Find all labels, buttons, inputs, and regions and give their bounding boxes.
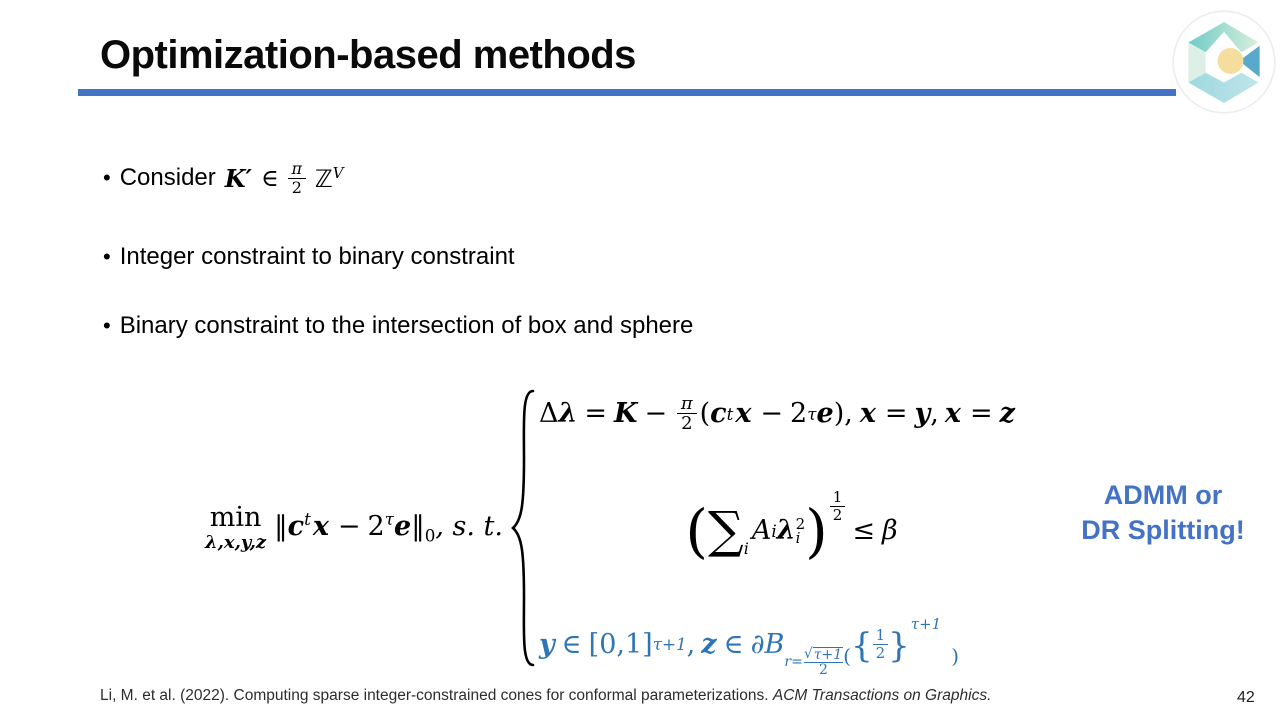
radius-numerator — [804, 647, 843, 662]
curly-open: { — [850, 625, 873, 666]
title-underline — [78, 89, 1176, 96]
constraint-2 — [539, 488, 1044, 565]
interval-exponent: τ+1 — [652, 634, 687, 655]
element-of-symbol: ∈ — [561, 628, 582, 660]
x-vector: x — [735, 398, 752, 430]
radius-equals: r= — [784, 654, 803, 671]
sqrt-symbol: √ — [803, 646, 813, 663]
a-coefficient: A — [751, 515, 772, 547]
objective-expression — [205, 501, 503, 553]
x-vector: x — [312, 511, 329, 543]
element-of-symbol: ∈ — [723, 628, 744, 660]
min-subscript: λ,x,y,z — [205, 531, 267, 553]
summation-index: i — [743, 539, 749, 559]
k-prime-symbol: K′ — [224, 163, 252, 193]
citation-text: Li, M. et al. (2022). Computing sparse integer-constrained cones for conformal parameterizations. — [100, 687, 773, 704]
lab-logo — [1170, 8, 1278, 116]
summation-symbol: ∑ — [707, 501, 744, 560]
delta-symbol: Δ — [538, 398, 559, 430]
a-subscript: i — [771, 520, 777, 541]
e-vector: e — [394, 511, 412, 543]
exponent-denominator: 2 — [830, 506, 846, 524]
paren-open: ( — [699, 398, 711, 430]
pi-symbol: π — [680, 392, 693, 414]
equals-sign: = — [584, 398, 608, 430]
zero-subscript: 0 — [424, 525, 436, 546]
optimization-formula — [205, 385, 1044, 679]
half-numerator: 1 — [875, 626, 886, 645]
lambda-squared: 2 — [795, 514, 806, 533]
pi-over-2-fraction — [677, 394, 696, 435]
bullet3-text: Binary constraint to the intersection of box and sphere — [119, 312, 694, 339]
big-paren-close: ) — [805, 496, 828, 565]
citation — [100, 687, 991, 705]
norm-close: ‖ — [411, 511, 425, 543]
t-superscript: t — [304, 509, 311, 530]
c-vector: c — [710, 398, 727, 430]
boundary-ball-symbol: ∂B — [750, 628, 785, 660]
half-denominator: 2 — [873, 644, 889, 662]
tau-superscript: τ — [384, 509, 394, 530]
constraints — [538, 392, 1044, 679]
hexagon-logo-icon — [1170, 8, 1278, 116]
x-vector: x — [859, 398, 876, 430]
paren-open: ( — [843, 644, 851, 669]
x-vector: x — [944, 398, 961, 430]
bullet-marker: • — [103, 244, 111, 269]
bullet-marker: • — [103, 313, 111, 338]
lambda-vector: λ — [558, 398, 578, 430]
lambda-sub-sup — [795, 514, 806, 547]
radius-fraction — [804, 647, 843, 677]
minus-sign: − — [760, 398, 784, 430]
element-of-symbol: ∈ — [260, 164, 279, 193]
big-paren-open: ( — [685, 496, 708, 565]
comma: , — [686, 628, 696, 660]
min-operator — [205, 501, 267, 553]
minus-sign: − — [644, 398, 668, 430]
lambda-index: i — [795, 528, 801, 547]
bullet-binary-constraint — [103, 312, 693, 340]
leq-sign: ≤ — [852, 515, 875, 547]
z-vector: z — [999, 398, 1015, 430]
norm-expression — [274, 509, 503, 545]
constraint-3 — [538, 615, 1044, 679]
page-number: 42 — [1237, 689, 1255, 706]
pi-over-2-fraction — [288, 160, 306, 196]
equals-sign: = — [884, 398, 908, 430]
admm-line1: ADMM or — [1103, 480, 1223, 510]
two-literal: 2 — [790, 398, 808, 430]
y-vector: y — [538, 628, 555, 660]
lambda-symbol: λ — [776, 515, 796, 547]
z-exponent: V — [332, 163, 344, 182]
admm-line2: DR Splitting! — [1081, 515, 1245, 546]
comma: , — [930, 398, 939, 430]
unit-interval: [0,1] — [588, 628, 653, 660]
beta-symbol: β — [881, 515, 898, 547]
bullet-marker: • — [103, 165, 111, 191]
pi-symbol: π — [291, 159, 303, 178]
minus-sign: − — [337, 511, 361, 543]
e-vector: e — [816, 398, 834, 430]
bullet2-text: Integer constraint to binary constraint — [119, 243, 515, 270]
left-brace-icon — [509, 388, 535, 668]
k-vector: K — [614, 398, 638, 430]
paren-close: ), — [833, 398, 853, 430]
subject-to-label: , s. t. — [435, 511, 503, 543]
radicand: τ+1 — [813, 647, 843, 664]
page-title: Optimization-based methods — [100, 33, 636, 77]
constraint-1 — [539, 394, 1044, 435]
paren-close: ) — [951, 644, 959, 669]
fraction-denominator: 2 — [288, 178, 306, 197]
curly-close: } — [888, 625, 910, 666]
tau-superscript: τ — [807, 403, 817, 424]
fraction-denominator: 2 — [677, 413, 696, 434]
bullet-consider — [103, 160, 344, 196]
blackboard-z-symbol: ℤ — [314, 164, 333, 193]
exponent-one-half — [830, 489, 846, 525]
integers-z-with-sup — [315, 164, 344, 193]
bullet1-text: Consider — [119, 164, 216, 192]
admm-annotation — [1063, 478, 1263, 548]
exponent-numerator: 1 — [832, 488, 843, 507]
norm-open: ‖ — [274, 511, 288, 543]
citation-journal: ACM Transactions on Graphics. — [772, 687, 992, 704]
one-half-fraction — [873, 627, 889, 661]
radius-subscript — [784, 647, 843, 677]
t-superscript: t — [726, 403, 734, 424]
radius-denominator: 2 — [804, 662, 843, 677]
equals-sign: = — [969, 398, 993, 430]
y-vector: y — [914, 398, 931, 430]
bullet-integer-constraint — [103, 243, 515, 271]
c-vector: c — [287, 511, 305, 543]
set-exponent: τ+1 — [910, 615, 942, 634]
two-literal: 2 — [367, 511, 385, 543]
min-label: min — [209, 501, 262, 533]
z-vector: z — [701, 628, 717, 660]
